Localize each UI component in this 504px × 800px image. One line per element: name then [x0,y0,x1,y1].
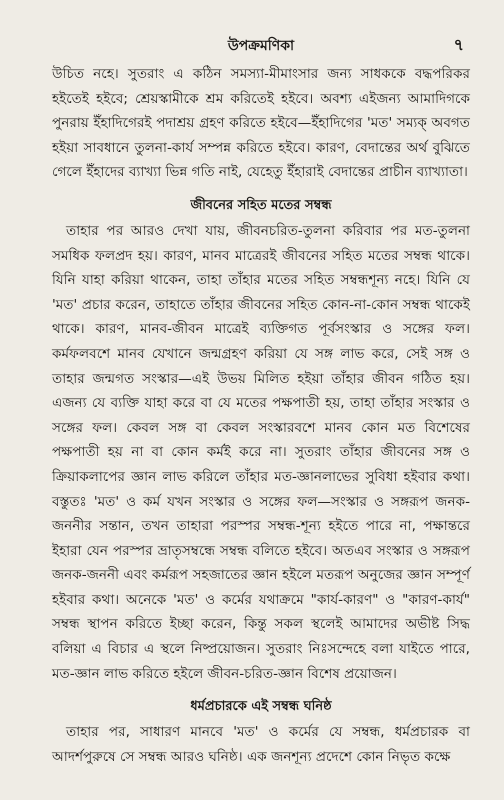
running-title: উপক্রমণিকা [227,38,295,54]
paragraph-3: তাহার পর, সাধারণ মানবে 'মত' ও কর্মের যে সম্বন্ধ, ধর্মপ্রচারক বা আদর্শপুরুষে সে সম্বন্ধ আরও ঘনিষ্ঠ। এক জনশূন্য প্রদেশে কোন নিভৃত কক্ষে [52,724,470,765]
running-header [52,0,470,62]
section-heading-2: ধর্মপ্রচারকে এই সম্বন্ধ ঘনিষ্ঠ [190,699,332,715]
page-number: ৭ [453,35,464,54]
paragraph-2: তাহার পর আরও দেখা যায়, জীবনচরিত-তুলনা করিবার পর মত-তুলনা সমধিক ফলপ্রদ হয়। কারণ, মানব মাত্রেরই জীবনের সহিত মতের সম্বন্ধ থাকে। যিনি যাহা করিয়া থাকেন, তাহা তাঁহার মতের সহিত সম্বন্ধশূন্য নহে। যিনি যে 'মত' প্রচার করেন, তাহাতে তাঁহার জীবনের সহিত কোন-না-কোন সম্বন্ধ থাকেই থাকে। কারণ, মানব-জীবন মাত্রেই ব্যক্তিগত পূর্বসংস্কার ও সঙ্গের ফল। কর্মফলবশে মানব যেখানে জন্মগ্রহণ করিয়া যে সঙ্গ লাভ করে, সেই সঙ্গ ও তাহার জন্মগত সংস্কার—এই উভয় মিলিত হইয়া তাঁহার জীবন গঠিত হয়। এজন্য যে ব্যক্তি যাহা করে বা যে মতের পক্ষপাতী হয়, তাহা তাঁহার সংস্কার ও সঙ্গের ফল। কেবল সঙ্গ বা কেবল সংস্কারবশে মানব কোন মত বিশেষের পক্ষপাতী হয় না বা কোন কর্মই করে না। সুতরাং তাঁহার জীবনের সঙ্গ ও ক্রিয়াকলাপের জ্ঞান লাভ করিলে তাঁহার মত-জ্ঞানলাভের সুবিধা হইবার কথা। বস্তুতঃ 'মত' ও কর্ম যখন সংস্কার ও সঙ্গের ফল—সংস্কার ও সঙ্গরূপ জনক-জননীর সন্তান, তখন তাহারা পরস্পর সম্বন্ধ-শূন্য হইতে পারে না, পক্ষান্তরে ইহারা যেন পরস্পর ভ্রাতৃসম্বন্ধে সম্বন্ধ বলিতে হইবে। অতএব সংস্কার ও সঙ্গরূপ জনক-জননী এবং কর্মরূপ সহজাতের জ্ঞান হইলে মতরূপ অনুজের জ্ঞান সম্পূর্ণ হইবার কথা। অনেকে 'মত' ও কর্মের যথাক্রমে "কার্য-কারণ" ও "কারণ-কার্য" সম্বন্ধ স্থাপন করিতে ইচ্ছা করেন, কিন্তু সকল স্থলেই আমাদের অভীষ্ট সিদ্ধ বলিয়া এ বিচার এ স্থলে নিষ্প্রয়োজন। সুতরাং নিঃসন্দেহে বলা যাইতে পারে, মত-জ্ঞান লাভ করিতে হইলে জীবন-চরিত-জ্ঞান বিশেষ প্রয়োজন। [52,222,470,682]
paragraph-1: উচিত নহে। সুতরাং এ কঠিন সমস্যা-মীমাংসার জন্য সাধককে বদ্ধপরিকর হইতেই হইবে; শ্রেয়স্কামীকে শ্রম করিতেই হইবে। অবশ্য এইজন্য আমাদিগকে পুনরায় ইঁহাদিগেরই পদাশ্রয় গ্রহণ করিতে হইবে—ইঁহাদিগের 'মত' সম্যক্ অবগত হইয়া সাবধানে তুলনা-কার্য সম্পন্ন করিতে হইবে। কারণ, বেদান্তের অর্থ বুঝিতে গেলে ইঁহাদের ব্যাখ্যা ভিন্ন গতি নাই, যেহেতু ইঁহারাই বেদান্তের প্রাচীন ব্যাখ্যাতা। [52,66,470,181]
section-heading-1: জীবনের সহিত মতের সম্বন্ধ [190,197,332,213]
